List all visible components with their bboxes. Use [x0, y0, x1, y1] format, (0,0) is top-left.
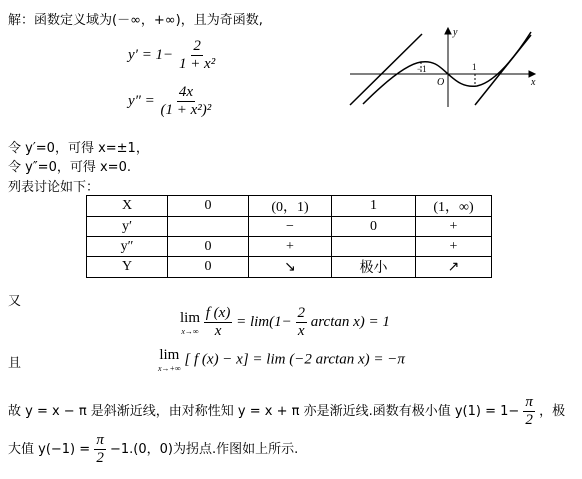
limit-one-lhs-denominator: x	[214, 323, 222, 339]
conclusion-fraction-1	[523, 394, 535, 429]
conclusion-text-1: 故 y = x − π 是斜渐近线，由对称性知 y = x + π 亦是渐近线.函数有极小值 y(1) = 1−	[8, 404, 520, 419]
second-derivative-numerator: 4x	[178, 84, 193, 100]
conclusion-line-2	[8, 432, 298, 467]
table-cell: X	[87, 196, 168, 217]
limit-subscript: x→∞	[181, 326, 199, 336]
table-cell: 极小	[332, 257, 416, 278]
table-cell: (0，1)	[249, 196, 332, 217]
first-derivative-fraction	[177, 38, 217, 73]
conclusion-text-2-pre: 大值 y(−1) =	[8, 442, 91, 457]
table-row	[87, 257, 492, 278]
limit-one-inner-denominator: x	[297, 323, 305, 339]
critical-first: 令 y′=0，可得 x=±1，	[8, 141, 149, 156]
second-derivative-denominator: (1 + x²)²	[160, 102, 212, 118]
first-derivative-numerator: 2	[193, 38, 201, 54]
limit-operator	[180, 310, 200, 336]
limit-one-tail: arctan x) = 1	[310, 313, 390, 330]
limit-word: lim	[180, 309, 201, 326]
table-cell: ↗	[416, 257, 492, 278]
x-axis-label: x	[531, 77, 536, 88]
table-cell	[332, 237, 416, 257]
table-cell: +	[249, 237, 332, 257]
second-derivative-fraction	[159, 84, 214, 119]
conclusion-line-1	[8, 394, 565, 429]
limit-one-inner-numerator: 2	[297, 305, 306, 321]
limit-two-body: [ f (x) − x] = lim (−2 arctan x) = −π	[184, 351, 405, 368]
function-graph	[345, 22, 545, 110]
conclusion-text-2-post: −1.(0，0)为拐点.作图如上所示.	[109, 442, 299, 457]
table-row	[87, 237, 492, 257]
table-cell: 0	[332, 217, 416, 237]
table-row	[87, 196, 492, 217]
table-cell: +	[416, 217, 492, 237]
first-derivative-denominator: 1 + x²	[178, 56, 216, 72]
origin-label: O	[437, 77, 445, 88]
conclusion-end-1: ，极	[539, 404, 566, 419]
table-row	[87, 217, 492, 237]
table-cell: y″	[87, 237, 168, 257]
limit-operator	[158, 347, 181, 373]
y-axis-label: y	[453, 27, 458, 38]
asymptote-left	[350, 34, 422, 105]
table-cell: ↘	[249, 257, 332, 278]
table-cell	[168, 217, 249, 237]
table-cell: Y	[87, 257, 168, 278]
conclusion-denominator-1: 2	[525, 412, 533, 428]
table-cell: 0	[168, 257, 249, 278]
conclusion-denominator-2: 2	[96, 450, 104, 466]
limit-word: lim	[159, 347, 180, 363]
second-derivative-lhs: y″ =	[128, 92, 155, 109]
limit-two	[158, 347, 405, 373]
first-derivative-lhs: y′ = 1−	[128, 46, 174, 63]
conclusion-fraction-2	[94, 432, 106, 467]
table-cell: +	[416, 237, 492, 257]
table-cell: y′	[87, 217, 168, 237]
y-axis-arrow	[445, 28, 451, 34]
tick-neg1-label: −1	[417, 64, 427, 74]
tick-pos1-label: 1	[472, 62, 477, 72]
limit-one-lhs-numerator: f (x)	[205, 305, 231, 321]
table-intro: 列表讨论如下：	[8, 180, 100, 195]
table-cell: −	[249, 217, 332, 237]
and-label: 且	[8, 356, 22, 371]
table-cell: 1	[332, 196, 416, 217]
limit-subscript: x→+∞	[158, 364, 181, 373]
limit-one-middle: = lim(1−	[236, 313, 292, 330]
table-cell: 0	[168, 237, 249, 257]
intro-text: 解：函数定义域为(－∞，+∞)，且为奇函数,	[8, 13, 263, 28]
table-cell: (1，∞)	[416, 196, 492, 217]
critical-second: 令 y″=0，可得 x=0.	[8, 160, 131, 175]
first-derivative	[128, 38, 217, 73]
sign-table	[86, 195, 492, 278]
limit-one-lhs-fraction	[204, 305, 233, 340]
conclusion-numerator-1: π	[525, 394, 533, 410]
table-cell: 0	[168, 196, 249, 217]
limit-one-inner-fraction	[296, 305, 308, 340]
limit-one	[180, 305, 390, 340]
second-derivative	[128, 84, 213, 119]
conclusion-numerator-2: π	[96, 432, 104, 448]
also-label: 又	[8, 294, 22, 309]
